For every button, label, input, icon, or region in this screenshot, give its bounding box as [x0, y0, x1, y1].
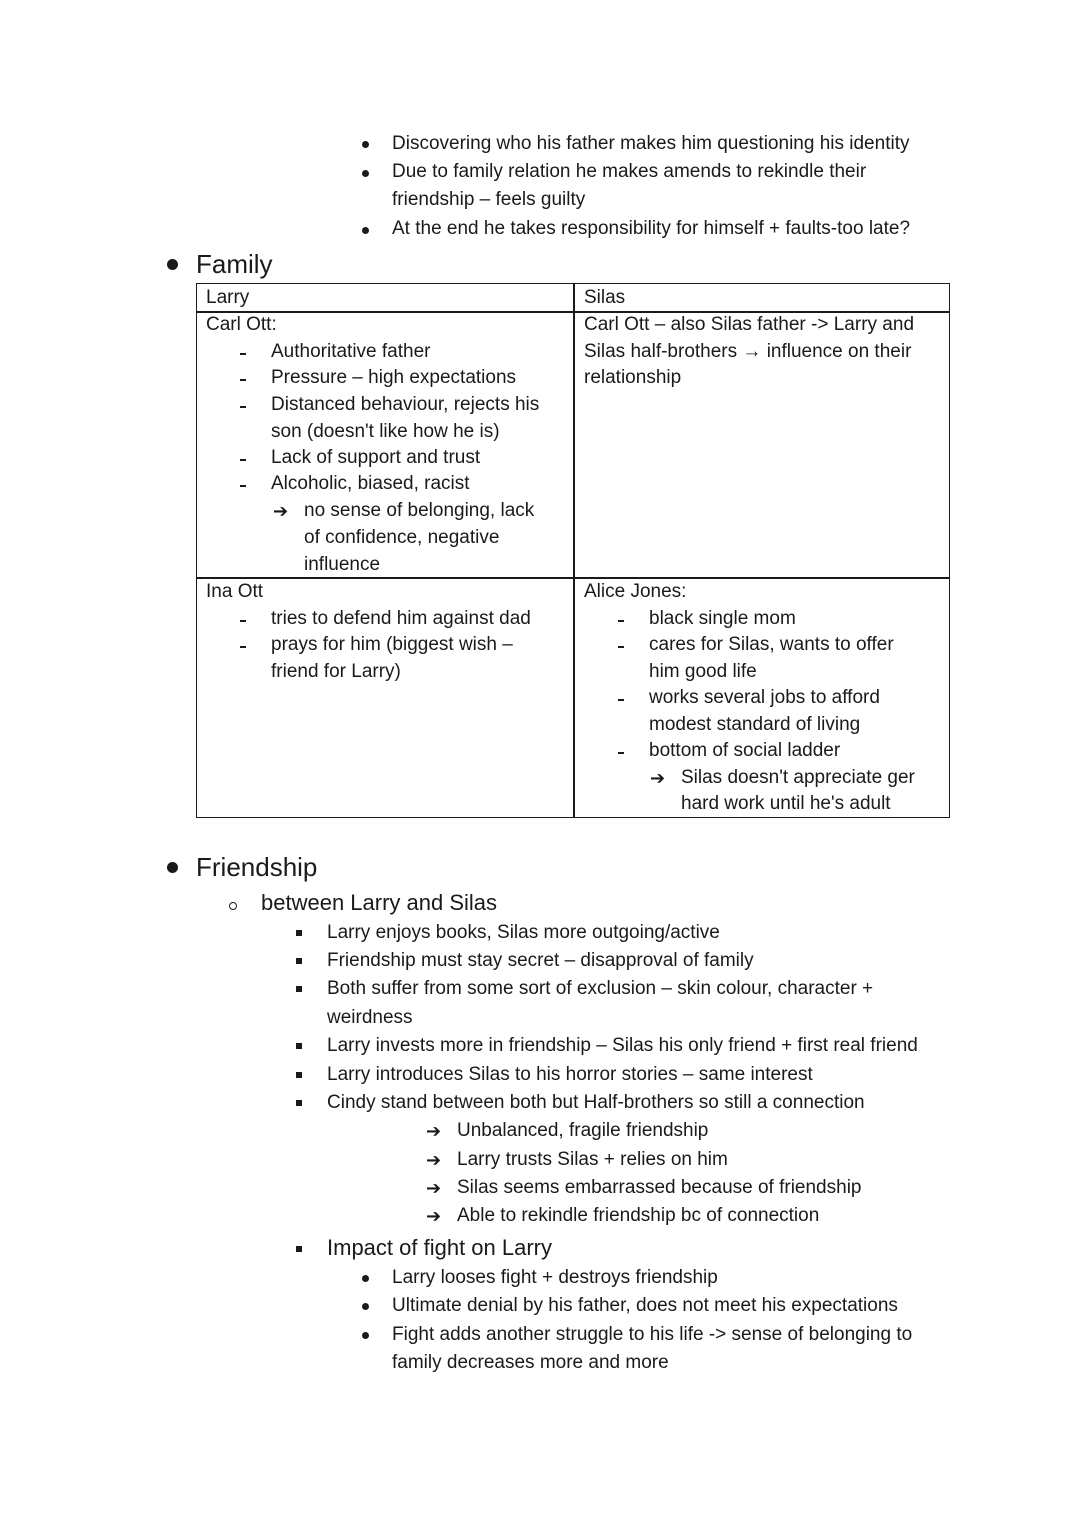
carl-item-3-cont: son (doesn't like how he is)	[271, 421, 500, 442]
arrow-icon: ➔	[426, 1150, 442, 1170]
friendship-item-2: Friendship must stay secret – disapproval of family	[327, 950, 754, 971]
bullet-dot	[362, 227, 369, 234]
silas-carl-line-2-text: Silas half-brothers	[584, 341, 738, 362]
dash-bullet	[618, 752, 624, 754]
square-bullet	[296, 1072, 302, 1078]
silas-carl-line-2	[584, 340, 911, 364]
friendship-bullet	[167, 862, 178, 873]
carl-item-3: Distanced behaviour, rejects his	[271, 394, 540, 415]
arrow-icon: ➔	[426, 1178, 442, 1198]
ina-item-2-cont: friend for Larry)	[271, 661, 401, 682]
bullet-dot	[362, 141, 369, 148]
silas-carl-line-2-end: influence on their	[766, 341, 912, 362]
alice-arrow-1: Silas doesn't appreciate ger	[681, 767, 915, 788]
square-bullet	[296, 1043, 302, 1049]
friendship-subheading: between Larry and Silas	[261, 890, 498, 915]
dash-bullet	[240, 379, 246, 381]
ina-item-2: prays for him (biggest wish –	[271, 634, 513, 655]
carl-item-4: Lack of support and trust	[271, 447, 481, 468]
friendship-arrow-2: Larry trusts Silas + relies on him	[457, 1149, 728, 1170]
friendship-item-4: Larry invests more in friendship – Silas his only friend + first real friend	[327, 1035, 918, 1056]
arrow-icon: ➔	[650, 768, 666, 788]
square-bullet	[296, 930, 302, 936]
silas-carl-line-3: relationship	[584, 367, 682, 388]
friendship-heading: Friendship	[196, 852, 318, 882]
friendship-arrow-1: Unbalanced, fragile friendship	[457, 1120, 709, 1141]
square-bullet	[296, 1100, 302, 1106]
dash-bullet	[618, 620, 624, 622]
alice-arrow-2: hard work until he's adult	[681, 793, 891, 814]
carl-arrow-1: no sense of belonging, lack	[304, 500, 535, 521]
bullet-dot	[362, 170, 369, 177]
alice-item-1: black single mom	[649, 608, 796, 629]
friendship-item-6: Cindy stand between both but Half-brothers so still a connection	[327, 1092, 865, 1113]
dash-bullet	[240, 459, 246, 461]
dash-bullet	[240, 485, 246, 487]
circle-bullet	[229, 902, 237, 910]
alice-item-3: works several jobs to afford	[649, 687, 880, 708]
friendship-arrow-4: Able to rekindle friendship bc of connection	[457, 1205, 820, 1226]
top-bullet-2: Due to family relation he makes amends to rekindle their	[392, 161, 867, 182]
carl-item-2: Pressure – high expectations	[271, 367, 517, 388]
arrow-inline-icon: →	[742, 341, 762, 362]
bullet-dot	[362, 1303, 369, 1310]
silas-carl-line-1: Carl Ott – also Silas father -> Larry and	[584, 314, 915, 335]
dash-bullet	[240, 620, 246, 622]
family-bullet	[167, 259, 178, 270]
impact-heading: Impact of fight on Larry	[327, 1235, 552, 1260]
alice-item-4: bottom of social ladder	[649, 740, 841, 761]
impact-item-3: Fight adds another struggle to his life -> sense of belonging to	[392, 1324, 913, 1345]
impact-item-1: Larry looses fight + destroys friendship	[392, 1267, 718, 1288]
ina-item-1: tries to defend him against dad	[271, 608, 531, 629]
friendship-item-5: Larry introduces Silas to his horror stories – same interest	[327, 1064, 813, 1085]
bullet-dot	[362, 1275, 369, 1282]
alice-item-3-cont: modest standard of living	[649, 714, 861, 735]
table-divider-row	[197, 577, 949, 579]
arrow-icon: ➔	[426, 1121, 442, 1141]
top-bullet-1: Discovering who his father makes him questioning his identity	[392, 133, 910, 154]
dash-bullet	[240, 646, 246, 648]
alice-item-2: cares for Silas, wants to offer	[649, 634, 894, 655]
dash-bullet	[618, 646, 624, 648]
family-heading: Family	[196, 249, 273, 279]
friendship-arrow-3: Silas seems embarrassed because of friendship	[457, 1177, 862, 1198]
arrow-icon: ➔	[426, 1206, 442, 1226]
carl-ott-title: Carl Ott:	[206, 314, 277, 335]
alice-jones-title: Alice Jones:	[584, 581, 687, 602]
carl-item-1: Authoritative father	[271, 341, 431, 362]
table-header-larry: Larry	[206, 287, 250, 308]
friendship-item-1: Larry enjoys books, Silas more outgoing/active	[327, 922, 720, 943]
square-bullet	[296, 958, 302, 964]
dash-bullet	[618, 699, 624, 701]
ina-ott-title: Ina Ott	[206, 581, 264, 602]
carl-arrow-2: of confidence, negative	[304, 527, 500, 548]
bullet-dot	[362, 1332, 369, 1339]
square-bullet	[296, 986, 302, 992]
top-bullet-2-cont: friendship – feels guilty	[392, 189, 586, 210]
dash-bullet	[240, 406, 246, 408]
friendship-item-3-cont: weirdness	[327, 1007, 413, 1028]
carl-arrow-3: influence	[304, 554, 381, 575]
table-divider-vertical	[573, 284, 575, 817]
carl-item-5: Alcoholic, biased, racist	[271, 473, 470, 494]
friendship-item-3: Both suffer from some sort of exclusion – skin colour, character +	[327, 978, 874, 999]
top-bullet-3: At the end he takes responsibility for himself + faults-too late?	[392, 218, 911, 239]
table-header-silas: Silas	[584, 287, 626, 308]
impact-item-2: Ultimate denial by his father, does not meet his expectations	[392, 1295, 898, 1316]
alice-item-2-cont: him good life	[649, 661, 757, 682]
arrow-icon: ➔	[273, 501, 289, 521]
square-bullet	[296, 1246, 302, 1252]
impact-item-3-cont: family decreases more and more	[392, 1352, 669, 1373]
dash-bullet	[240, 353, 246, 355]
